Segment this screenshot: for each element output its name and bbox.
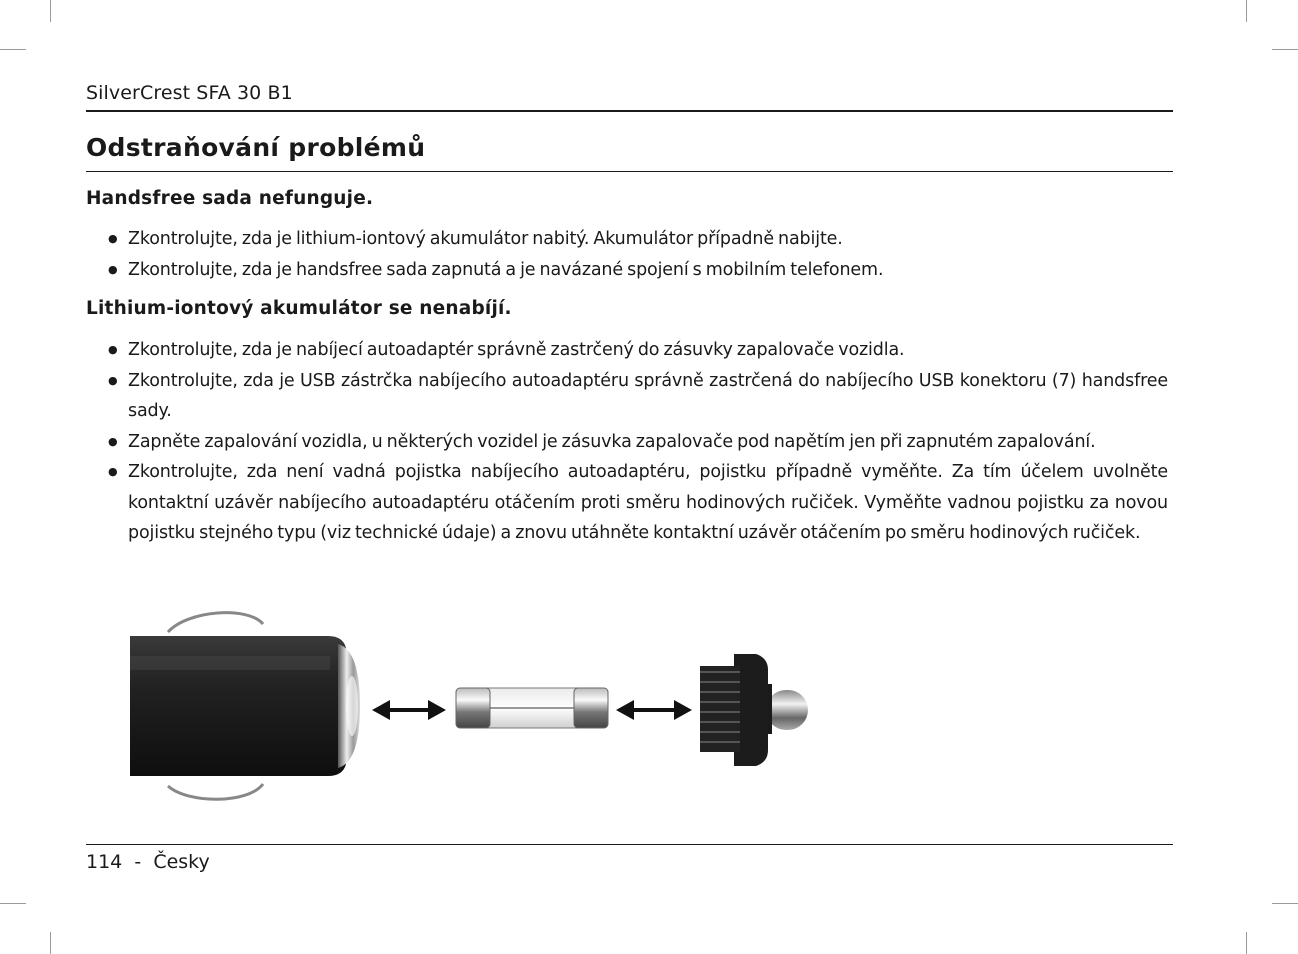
section-heading: Handsfree sada nefunguje. xyxy=(86,188,374,209)
header-rule xyxy=(86,110,1173,112)
bullet-list xyxy=(108,224,1168,285)
crop-mark xyxy=(1272,49,1298,50)
crop-mark xyxy=(0,49,26,50)
list-item: ● Zkontrolujte, zda je nabíjecí autoadaptér správně zastrčený do zásuvky zapalovače vozidla. xyxy=(108,335,1168,366)
footer-separator: - xyxy=(134,851,142,873)
list-item: ● Zapněte zapalování vozidla, u některých vozidel je zásuvka zapalovače pod napětím jen při zapnutém zapalování. xyxy=(108,427,1168,458)
car-adapter-image xyxy=(130,613,360,800)
crop-mark xyxy=(1272,903,1298,904)
fuse-replacement-figure xyxy=(128,606,828,806)
fuse-image xyxy=(456,688,608,728)
list-item: ● Zkontrolujte, zda je USB zástrčka nabíjecího autoadaptéru správně zastrčená do nabíjecího USB konektoru (7) handsfree sady. xyxy=(108,366,1168,427)
double-arrow-icon xyxy=(616,700,692,720)
crop-mark xyxy=(50,932,51,954)
section-heading: Lithium-iontový akumulátor se nenabíjí. xyxy=(86,298,512,319)
page-footer xyxy=(86,851,210,873)
crop-mark xyxy=(1246,0,1247,22)
list-item: ● Zkontrolujte, zda je lithium-iontový akumulátor nabitý. Akumulátor případně nabijte. xyxy=(108,224,1168,255)
title-rule xyxy=(86,171,1173,172)
contact-cap-image xyxy=(700,654,808,766)
page-title: Odstraňování problémů xyxy=(86,133,426,162)
page-number: 114 xyxy=(86,851,123,873)
list-item: ● Zkontrolujte, zda je handsfree sada zapnutá a je navázané spojení s mobilním telefonem. xyxy=(108,255,1168,286)
crop-mark xyxy=(0,903,26,904)
crop-mark xyxy=(1246,932,1247,954)
running-header: SilverCrest SFA 30 B1 xyxy=(86,82,293,104)
footer-language: Česky xyxy=(153,851,210,873)
double-arrow-icon xyxy=(372,700,446,720)
list-item: ● Zkontrolujte, zda není vadná pojistka nabíjecího autoadaptéru, pojistku případně vyměňte. Za tím účelem uvolněte kontaktní uzávěr nabíjecího autoadaptéru otáčením proti směru hodinových ručiček. Vyměňte vadnou pojistku za novou pojistku stejného typu (viz technické údaje) a znovu utáhněte kontaktní uzávěr otáčením po směru hodinových ručiček. xyxy=(108,457,1168,549)
bullet-list xyxy=(108,335,1168,549)
footer-rule xyxy=(86,844,1173,845)
crop-mark xyxy=(50,0,51,22)
